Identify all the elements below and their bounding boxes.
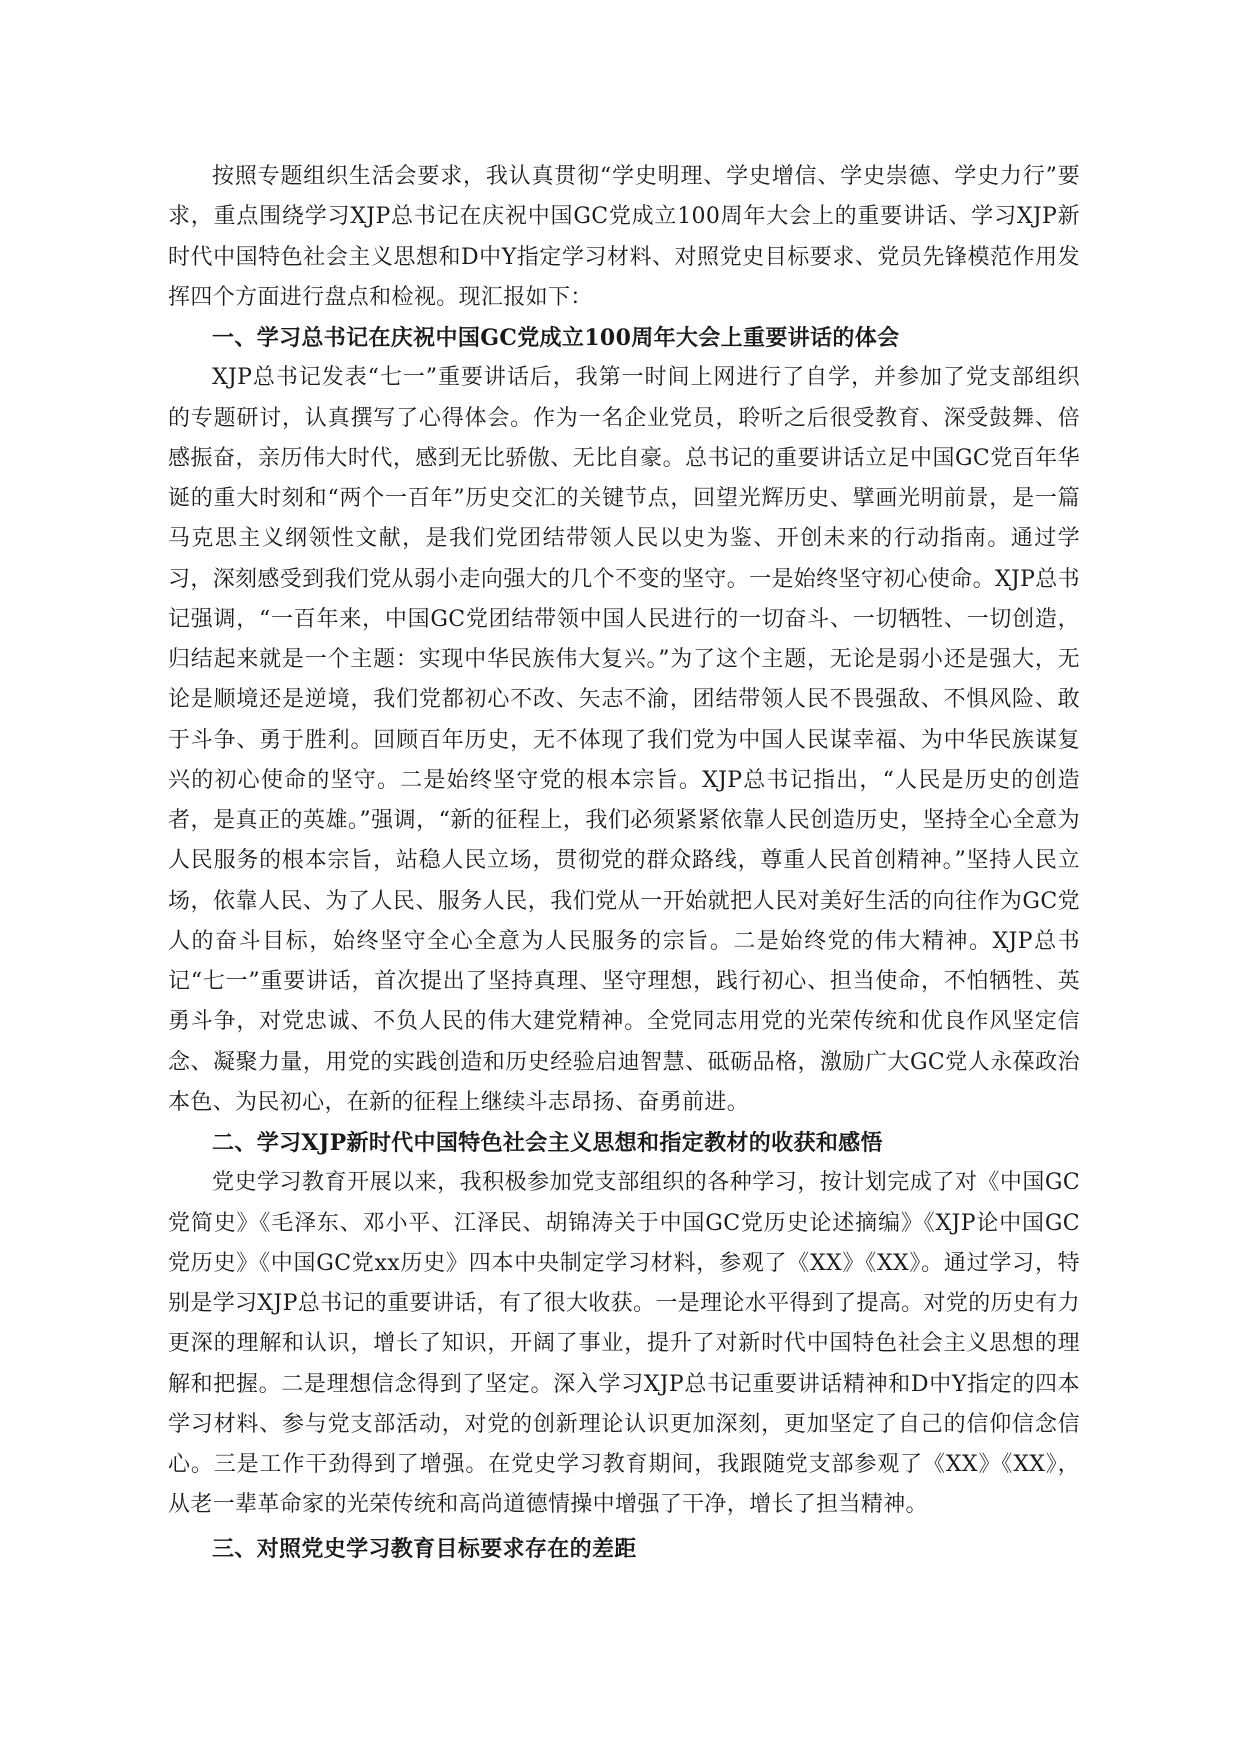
section-heading-3: 三、对照党史学习教育目标要求存在的差距 xyxy=(212,1535,637,1562)
intro-paragraph: 按照专题组织生活会要求，我认真贯彻“学史明理、学史增信、学史崇德、学史力行”要求，重点围绕学习XJP总书记在庆祝中国GC党成立100周年大会上的重要讲话、学习XJP新时代中国特色社会主义思想和D中Y指定学习材料、对照党史目标要求、党员先锋模范作用发挥四个方面进行盘点和检视。现汇报如下： xyxy=(168,164,1080,310)
section-heading-1: 一、学习总书记在庆祝中国GC党成立100周年大会上重要讲话的体会 xyxy=(212,325,900,351)
section-paragraph-1: XJP总书记发表“七一”重要讲话后，我第一时间上网进行了自学，并参加了党支部组织的专题研讨，认真撰写了心得体会。作为一名企业党员，聆听之后很受教育、深受鼓舞、倍感振奋，亲历伟大时代，感到无比骄傲、无比自豪。总书记的重要讲话立足中国GC党百年华诞的重大时刻和“两个一百年”历史交汇的关键节点，回望光辉历史、擘画光明前景，是一篇马克思主义纲领性文献，是我们党团结带领人民以史为鉴、开创未来的行动指南。通过学习，深刻感受到我们党从弱小走向强大的几个不变的坚守。一是始终坚守初心使命。XJP总书记强调，“一百年来，中国GC党团结带领中国人民进行的一切奋斗、一切牺牲、一切创造，归结起来就是一个主题：实现中华民族伟大复兴。”为了这个主题，无论是弱小还是强大，无论是顺境还是逆境，我们党都初心不改、矢志不渝，团结带领人民不畏强敌、不惧风险、敢于斗争、勇于胜利。回顾百年历史，无不体现了我们党为中国人民谋幸福、为中华民族谋复兴的初心使命的坚守。二是始终坚守党的根本宗旨。XJP总书记指出，“人民是历史的创造者，是真正的英雄。”强调，“新的征程上，我们必须紧紧依靠人民创造历史，坚持全心全意为人民服务的根本宗旨，站稳人民立场，贯彻党的群众路线，尊重人民首创精神。”坚持人民立场，依靠人民、为了人民、服务人民，我们党从一开始就把人民对美好生活的向往作为GC党人的奋斗目标，始终坚守全心全意为人民服务的宗旨。二是始终党的伟大精神。XJP总书记“七一”重要讲话，首次提出了坚持真理、坚守理想，践行初心、担当使命，不怕牺牲、英勇斗争，对党忠诚、不负人民的伟大建党精神。全党同志用党的光荣传统和优良作风坚定信念、凝聚力量，用党的实践创造和历史经验启迪智慧、砥砺品格，激励广大GC党人永葆政治本色、为民初心，在新的征程上继续斗志昂扬、奋勇前进。 xyxy=(168,365,1080,1115)
document-body xyxy=(168,157,1080,1569)
section-paragraph-2: 党史学习教育开展以来，我积极参加党支部组织的各种学习，按计划完成了对《中国GC党简史》《毛泽东、邓小平、江泽民、胡锦涛关于中国GC党历史论述摘编》《XJP论中国GC党历史》《中国GC党xx历史》四本中央制定学习材料，参观了《XX》《XX》。通过学习，特别是学习XJP总书记的重要讲话，有了很大收获。一是理论水平得到了提高。对党的历史有力更深的理解和认识，增长了知识，开阔了事业，提升了对新时代中国特色社会主义思想的理解和把握。二是理想信念得到了坚定。深入学习XJP总书记重要讲话精神和D中Y指定的四本学习材料、参与党支部活动，对党的创新理论认识更加深刻，更加坚定了自己的信仰信念信心。三是工作干劲得到了增强。在党史学习教育期间，我跟随党支部参观了《XX》《XX》，从老一辈革命家的光荣传统和高尚道德情操中增强了干净，增长了担当精神。 xyxy=(168,1170,1080,1518)
section-heading-2: 二、学习XJP新时代中国特色社会主义思想和指定教材的收获和感悟 xyxy=(212,1130,883,1156)
